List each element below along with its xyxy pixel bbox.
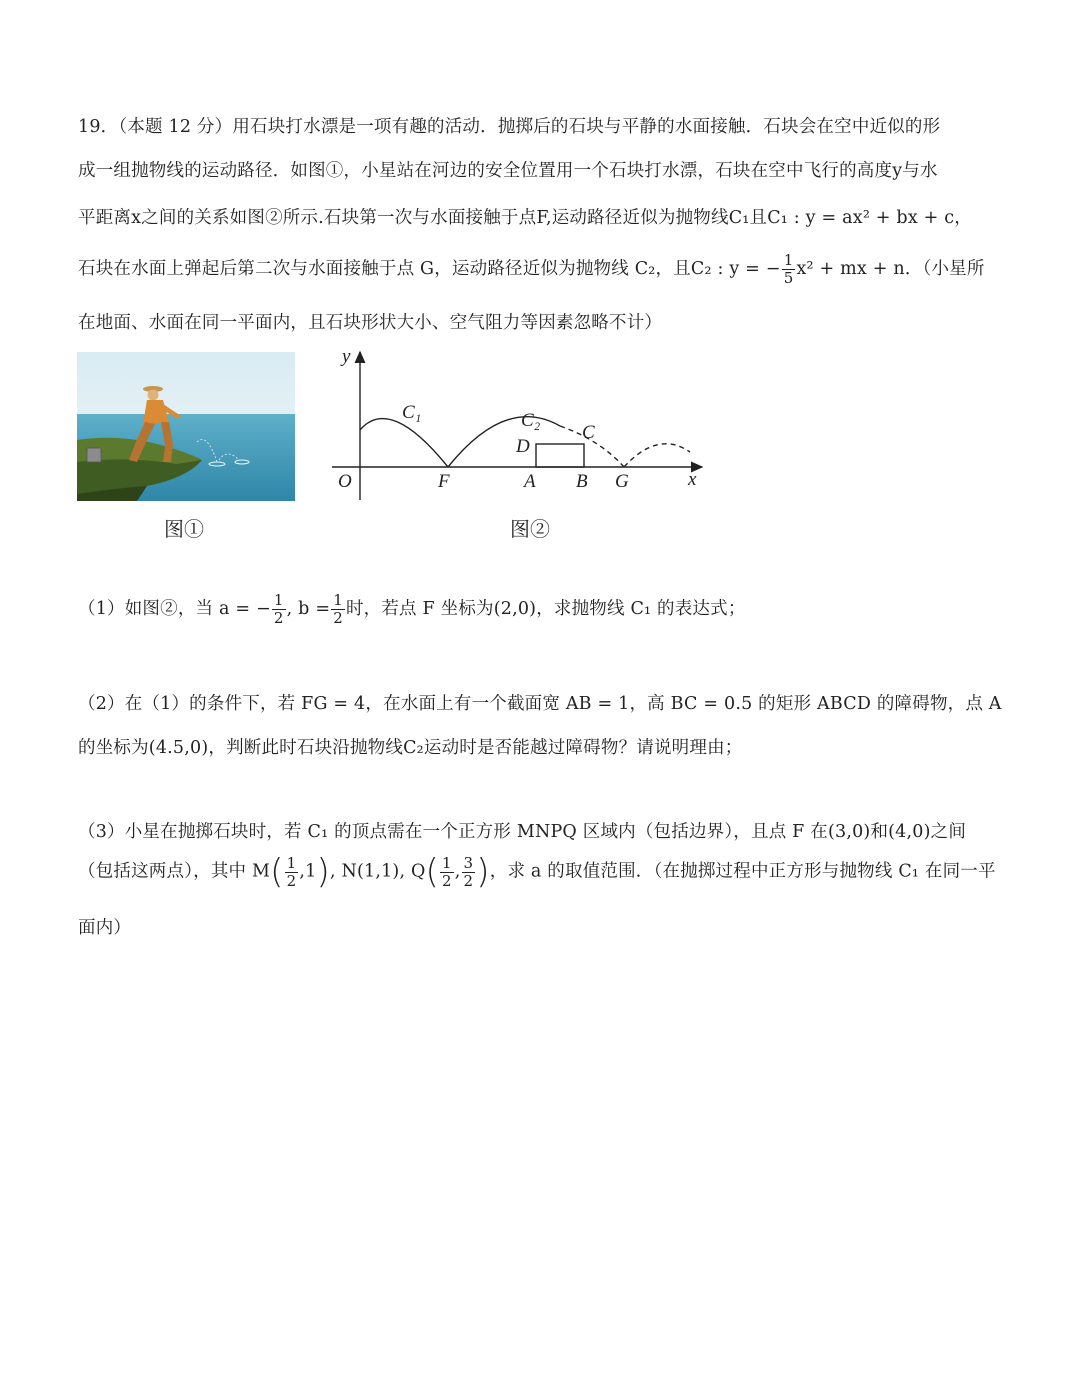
part-1-text-b: , b =	[286, 599, 331, 619]
fraction-denominator: 5	[783, 269, 794, 287]
point-d-label: D	[516, 436, 530, 457]
part-2-line-1: （2）在（1）的条件下，若 FG = 4，在水面上有一个截面宽 AB = 1，高 BC = 0.5 的矩形 ABCD 的障碍物，点 A	[78, 694, 1002, 714]
x-axis-label: x	[688, 469, 697, 490]
part-2-line-2: 的坐标为(4.5,0)，判断此时石块沿抛物线C₂运动时是否能越过障碍物？请说明理由；	[78, 738, 743, 758]
point-c-label: C	[582, 422, 595, 443]
curve-next-dashed	[624, 444, 690, 467]
origin-label: O	[338, 471, 352, 492]
curve-c1	[360, 419, 448, 467]
figure-2-caption: 图②	[510, 517, 550, 541]
fraction-m	[285, 855, 299, 890]
fraction-numerator: 1	[273, 591, 284, 609]
problem-points: （本题 12 分）	[118, 117, 233, 137]
problem-line-3: 平距离x之间的关系如图②所示.石块第一次与水面接触于点F,运动路径近似为抛物线C₁且C₁ : y = ax² + bx + c，	[78, 208, 972, 228]
part-3-line-1: （3）小星在抛掷石块时，若 C₁ 的顶点需在一个正方形 MNPQ 区域内（包括边界），且点 F 在(3,0)和(4,0)之间	[78, 822, 967, 842]
part-1-text-c: 时，若点 F 坐标为(2,0)，求抛物线 C₁ 的表达式；	[345, 599, 746, 619]
problem-line-4	[78, 252, 985, 287]
part-1	[78, 592, 746, 627]
fraction-denominator: 2	[273, 609, 284, 627]
fraction-denominator: 2	[463, 871, 474, 890]
part-3-text-c: ，求 a 的取值范围．（在抛掷过程中正方形与抛物线 C₁ 在同一平	[489, 861, 996, 882]
fraction-numerator: 1	[286, 853, 297, 872]
curve-c2	[448, 417, 560, 467]
fraction-numerator: 1	[333, 591, 343, 609]
problem-intro-1: 用石块打水漂是一项有趣的活动．抛掷后的石块与平静的水面接触．石块会在空中近似的形	[232, 117, 941, 137]
fraction-q-y	[462, 855, 476, 890]
fraction-denominator: 2	[286, 871, 297, 890]
fraction-q-x	[440, 855, 454, 890]
fraction-b	[331, 592, 345, 627]
problem-intro-4a: 石块在水面上弹起后第二次与水面接触于点 G，运动路径近似为抛物线 C₂，且C₂ : y = −	[78, 259, 781, 279]
point-m-rest: ,1	[299, 861, 317, 882]
curve-c2-label: C₂	[521, 410, 541, 431]
point-a-label: A	[524, 471, 536, 492]
y-axis-label: y	[342, 346, 351, 367]
fraction-one-fifth	[782, 252, 796, 287]
figure-1-illustration	[77, 352, 295, 501]
fraction-a	[272, 592, 286, 627]
figure-1-caption: 图①	[164, 517, 204, 541]
point-g-label: G	[615, 471, 629, 492]
part-3-line-2: （包括这两点），其中 M( $\frac{1}{2}$ ,1), N(1,1), Q( $\frac{1}{2}$ , $\frac{3}{2}$ )，求 a 的取值范围．（在抛掷过程中正方形与抛物线 C₁ 在同一平	[78, 852, 996, 892]
obstacle-rectangle	[536, 444, 584, 467]
curve-c1-label: C₁	[402, 402, 422, 423]
problem-intro-4b: x² + mx + n．（小星所	[796, 259, 985, 279]
part-3-line-3: 面内）	[78, 918, 132, 938]
point-b-label: B	[576, 471, 588, 492]
fraction-numerator: 3	[463, 853, 474, 872]
fraction-numerator: 1	[783, 251, 794, 269]
part-1-text-a: （1）如图②，当 a = −	[78, 599, 271, 619]
fraction-denominator: 2	[333, 609, 343, 627]
fraction-numerator: 1	[442, 853, 452, 872]
problem-line-1	[78, 113, 940, 138]
problem-number: 19．	[78, 117, 119, 137]
fraction-denominator: 2	[442, 871, 452, 890]
figure-2-graph	[328, 340, 708, 510]
part-3-text-a: （包括这两点），其中 M	[78, 861, 271, 882]
problem-line-2: 成一组抛物线的运动路径．如图①，小星站在河边的安全位置用一个石块打水漂，石块在空中飞行的高度y与水	[78, 161, 938, 181]
problem-line-5: 在地面、水面在同一平面内，且石块形状大小、空气阻力等因素忽略不计）	[78, 313, 663, 333]
part-3-text-b: , N(1,1), Q	[329, 861, 426, 882]
point-f-label: F	[438, 471, 450, 492]
